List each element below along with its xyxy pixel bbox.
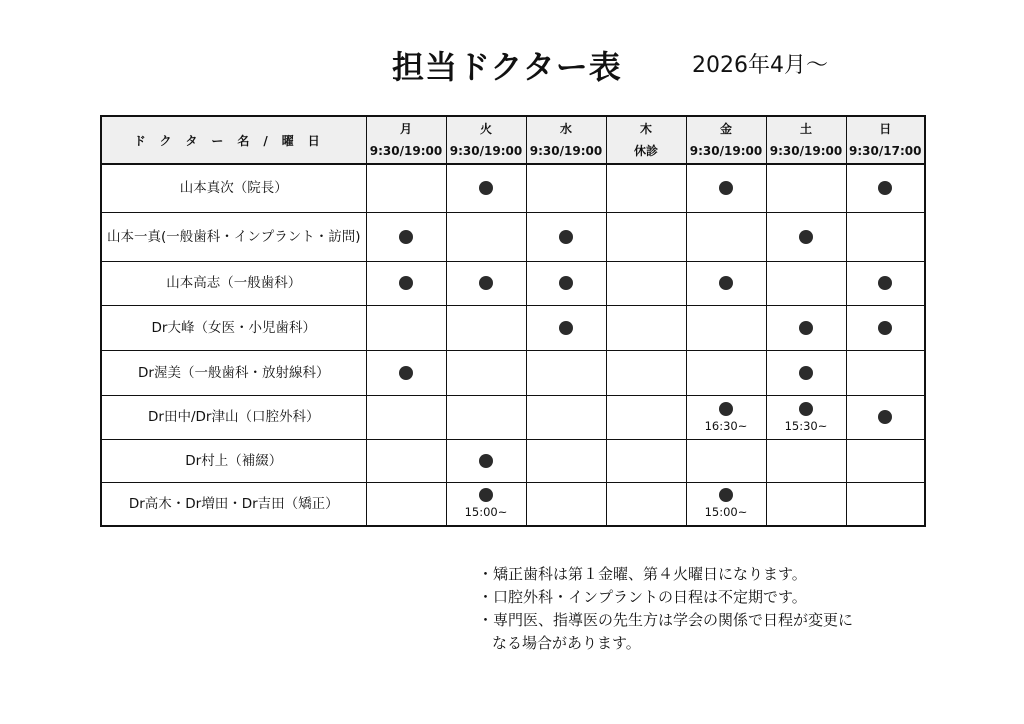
filled-circle-icon xyxy=(399,230,413,244)
filled-circle-icon xyxy=(559,230,573,244)
notes xyxy=(478,563,853,655)
day-label: 金 xyxy=(719,122,732,136)
filled-circle-icon xyxy=(878,321,892,335)
schedule-cell xyxy=(446,164,526,212)
filled-circle-icon xyxy=(719,402,733,416)
filled-circle-icon xyxy=(559,321,573,335)
attendance-marker xyxy=(367,366,446,380)
doctor-row xyxy=(101,439,925,482)
day-label: 木 xyxy=(639,122,652,136)
schedule-cell xyxy=(606,439,686,482)
attendance-marker xyxy=(447,488,526,519)
schedule-cell xyxy=(766,212,846,261)
schedule-cell xyxy=(366,212,446,261)
filled-circle-icon xyxy=(479,454,493,468)
schedule-cell xyxy=(766,482,846,526)
filled-circle-icon xyxy=(799,366,813,380)
schedule-cell xyxy=(686,305,766,350)
filled-circle-icon xyxy=(799,230,813,244)
schedule-cell xyxy=(446,350,526,395)
schedule-cell xyxy=(526,350,606,395)
filled-circle-icon xyxy=(479,276,493,290)
attendance-marker xyxy=(367,230,446,244)
start-time: 15:00~ xyxy=(704,505,748,520)
page-title: 担当ドクター表 xyxy=(392,48,622,86)
attendance-marker xyxy=(527,276,606,290)
start-time: 15:30~ xyxy=(784,418,828,433)
header-day-mon xyxy=(366,116,446,164)
schedule-cell xyxy=(606,395,686,439)
schedule-cell xyxy=(846,164,925,212)
doctor-row xyxy=(101,350,925,395)
schedule-cell xyxy=(846,482,925,526)
doctor-name: 山本高志（一般歯科） xyxy=(101,261,366,305)
schedule-cell xyxy=(846,305,925,350)
attendance-marker xyxy=(847,181,925,195)
schedule-body xyxy=(101,164,925,526)
filled-circle-icon xyxy=(719,181,733,195)
schedule-cell xyxy=(366,482,446,526)
attendance-marker xyxy=(687,402,766,433)
filled-circle-icon xyxy=(799,402,813,416)
filled-circle-icon xyxy=(479,181,493,195)
doctor-name: 山本真次（院長） xyxy=(101,164,366,212)
schedule-cell xyxy=(686,482,766,526)
attendance-marker xyxy=(527,321,606,335)
doctor-name: Dr大峰（女医・小児歯科） xyxy=(101,305,366,350)
schedule-cell xyxy=(446,305,526,350)
effective-date: 2026年4月〜 xyxy=(692,53,828,78)
attendance-marker xyxy=(527,230,606,244)
header-day-thu xyxy=(606,116,686,164)
doctor-row xyxy=(101,164,925,212)
filled-circle-icon xyxy=(399,276,413,290)
schedule-cell xyxy=(846,350,925,395)
filled-circle-icon xyxy=(719,276,733,290)
note-line: ・専門医、指導医の先生方は学会の関係で日程が変更に xyxy=(478,611,854,629)
schedule-table xyxy=(100,115,926,527)
schedule-cell xyxy=(686,261,766,305)
schedule-cell xyxy=(366,350,446,395)
doctor-row xyxy=(101,212,925,261)
attendance-marker xyxy=(687,488,766,519)
schedule-cell xyxy=(446,395,526,439)
filled-circle-icon xyxy=(719,488,733,502)
schedule-cell xyxy=(686,164,766,212)
doctor-row xyxy=(101,482,925,526)
day-hours: 9:30/19:00 xyxy=(369,144,443,158)
day-hours: 9:30/19:00 xyxy=(449,144,523,158)
attendance-marker xyxy=(767,402,846,433)
day-label: 土 xyxy=(799,122,812,136)
schedule-cell xyxy=(606,261,686,305)
schedule-cell xyxy=(766,350,846,395)
schedule-cell xyxy=(526,482,606,526)
schedule-cell xyxy=(766,395,846,439)
filled-circle-icon xyxy=(878,181,892,195)
day-label: 日 xyxy=(879,122,892,136)
schedule-cell xyxy=(526,395,606,439)
start-time: 16:30~ xyxy=(704,418,748,433)
schedule-cell xyxy=(526,305,606,350)
schedule-cell xyxy=(846,439,925,482)
doctor-row xyxy=(101,305,925,350)
filled-circle-icon xyxy=(479,488,493,502)
schedule-cell xyxy=(366,395,446,439)
note-line: ・口腔外科・インプラントの日程は不定期です。 xyxy=(478,588,807,606)
header-day-sun xyxy=(846,116,925,164)
filled-circle-icon xyxy=(559,276,573,290)
doctor-name: 山本一真(一般歯科・インプラント・訪問) xyxy=(101,212,366,261)
schedule-cell xyxy=(766,305,846,350)
schedule-cell xyxy=(446,439,526,482)
start-time: 15:00~ xyxy=(464,505,508,520)
day-hours: 9:30/19:00 xyxy=(689,144,763,158)
attendance-marker xyxy=(767,366,846,380)
doctor-name: Dr村上（補綴） xyxy=(101,439,366,482)
schedule-cell xyxy=(446,261,526,305)
note-line: ・矯正歯科は第１金曜、第４火曜日になります。 xyxy=(478,565,807,583)
schedule-cell xyxy=(606,482,686,526)
schedule-cell xyxy=(686,395,766,439)
header-name-column: ドクター名/曜日 xyxy=(101,116,366,164)
schedule-cell xyxy=(526,212,606,261)
schedule-cell xyxy=(766,164,846,212)
attendance-marker xyxy=(447,276,526,290)
doctor-row xyxy=(101,261,925,305)
attendance-marker xyxy=(687,276,766,290)
schedule-cell xyxy=(446,482,526,526)
day-hours: 9:30/17:00 xyxy=(849,144,922,158)
attendance-marker xyxy=(447,181,526,195)
schedule-cell xyxy=(606,212,686,261)
day-hours: 休診 xyxy=(633,144,658,158)
doctor-name: Dr高木・Dr増田・Dr吉田（矯正） xyxy=(101,482,366,526)
schedule-cell xyxy=(366,305,446,350)
day-hours: 9:30/19:00 xyxy=(529,144,603,158)
day-label: 水 xyxy=(559,122,572,136)
attendance-marker xyxy=(367,276,446,290)
schedule-cell xyxy=(526,261,606,305)
day-label: 火 xyxy=(479,122,492,136)
schedule-cell xyxy=(846,212,925,261)
header-day-tue xyxy=(446,116,526,164)
attendance-marker xyxy=(847,410,925,424)
schedule-cell xyxy=(606,350,686,395)
doctor-row xyxy=(101,395,925,439)
attendance-marker xyxy=(767,230,846,244)
schedule-cell xyxy=(606,164,686,212)
doctor-name: Dr田中/Dr津山（口腔外科） xyxy=(101,395,366,439)
header-row xyxy=(101,116,925,164)
schedule-cell xyxy=(526,164,606,212)
attendance-marker xyxy=(847,321,925,335)
filled-circle-icon xyxy=(878,410,892,424)
attendance-marker xyxy=(847,276,925,290)
header-day-sat xyxy=(766,116,846,164)
schedule-cell xyxy=(686,439,766,482)
schedule-cell xyxy=(606,305,686,350)
schedule-cell xyxy=(766,261,846,305)
attendance-marker xyxy=(447,454,526,468)
schedule-cell xyxy=(366,164,446,212)
schedule-cell xyxy=(846,395,925,439)
header-day-fri xyxy=(686,116,766,164)
schedule-cell xyxy=(846,261,925,305)
day-hours: 9:30/19:00 xyxy=(769,144,843,158)
schedule-cell xyxy=(366,261,446,305)
doctor-name: Dr渥美（一般歯科・放射線科） xyxy=(101,350,366,395)
schedule-cell xyxy=(686,350,766,395)
attendance-marker xyxy=(687,181,766,195)
schedule-cell xyxy=(766,439,846,482)
note-line: なる場合があります。 xyxy=(492,634,641,652)
day-label: 月 xyxy=(399,122,412,136)
schedule-cell xyxy=(686,212,766,261)
schedule-cell xyxy=(526,439,606,482)
filled-circle-icon xyxy=(878,276,892,290)
filled-circle-icon xyxy=(799,321,813,335)
schedule-cell xyxy=(366,439,446,482)
schedule-cell xyxy=(446,212,526,261)
filled-circle-icon xyxy=(399,366,413,380)
header-day-wed xyxy=(526,116,606,164)
attendance-marker xyxy=(767,321,846,335)
